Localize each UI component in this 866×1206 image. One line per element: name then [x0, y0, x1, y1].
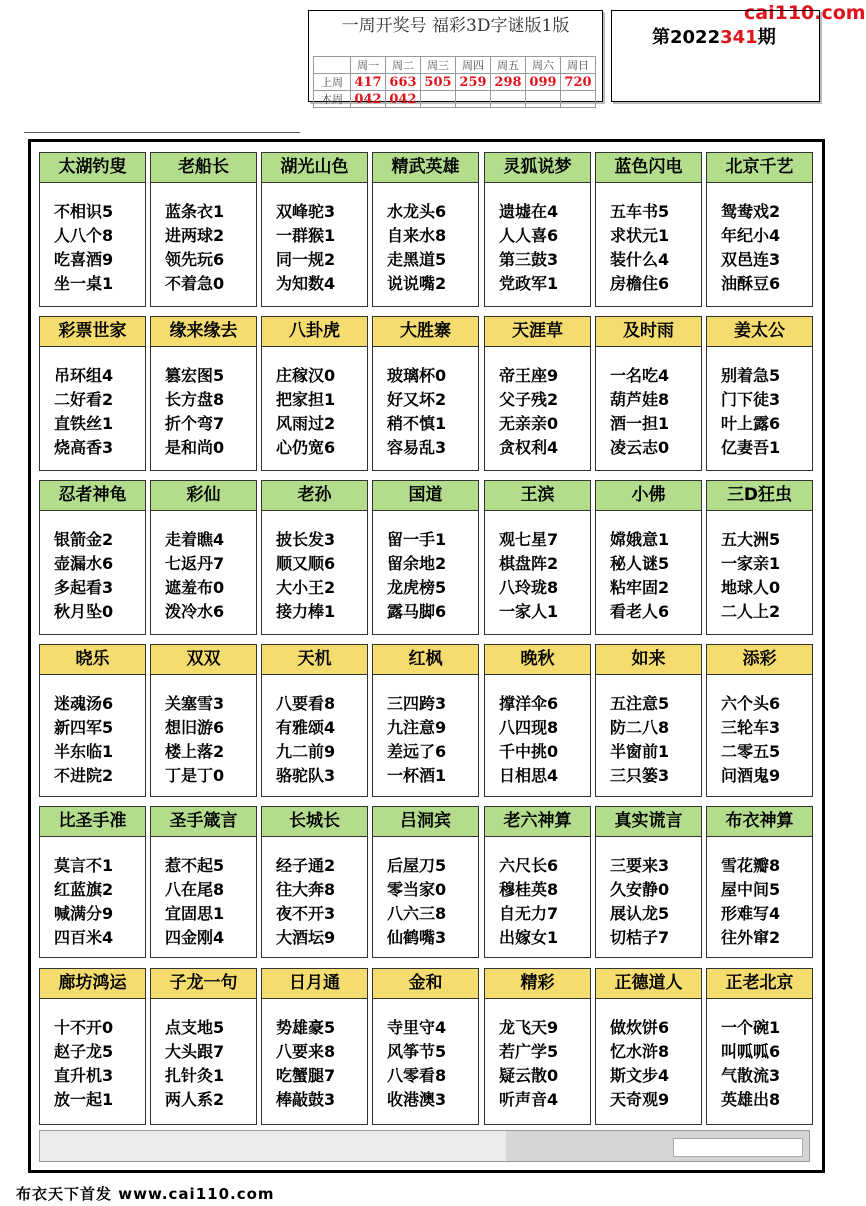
- riddle-line: 楼上落2: [165, 742, 225, 761]
- riddle-card-title: 正德道人: [596, 969, 701, 999]
- riddle-line: 壶漏水6: [54, 554, 114, 573]
- riddle-line: 父子残2: [499, 390, 559, 409]
- riddle-card-title: 国道: [373, 481, 478, 511]
- riddle-line: 庄稼汉0: [276, 366, 336, 385]
- riddle-line: 半窗前1: [610, 742, 670, 761]
- footer-bar: [39, 1130, 810, 1162]
- riddle-line: 门下徒3: [721, 390, 781, 409]
- riddle-line: 七返丹7: [165, 554, 225, 573]
- riddle-line: 出嫁女1: [499, 928, 559, 947]
- riddle-line: 一个碗1: [721, 1018, 781, 1037]
- riddle-card: [706, 806, 813, 958]
- riddle-line: 往大奔8: [276, 880, 336, 899]
- riddle-line: 接力棒1: [276, 602, 336, 621]
- riddle-line: 油酥豆6: [721, 274, 781, 293]
- riddle-line: 贪权利4: [499, 438, 559, 457]
- riddle-card-title: 添彩: [707, 645, 812, 675]
- riddle-line: 双峰驼3: [276, 202, 336, 221]
- riddle-card: [484, 480, 591, 635]
- riddle-line: 往外窜2: [721, 928, 781, 947]
- riddle-card-title: 如来: [596, 645, 701, 675]
- riddle-line: 三四跨3: [387, 694, 447, 713]
- riddle-line: 留余地2: [387, 554, 447, 573]
- riddle-card-title: 廊坊鸿运: [40, 969, 145, 999]
- riddle-line: 放一起1: [54, 1090, 114, 1109]
- riddle-line: 人八个8: [54, 226, 114, 245]
- riddle-line: 人人喜6: [499, 226, 559, 245]
- riddle-line: 新四军5: [54, 718, 114, 737]
- weekly-draw-box: [308, 10, 603, 107]
- riddle-line: 秋月坠0: [54, 602, 114, 621]
- riddle-card: [372, 480, 479, 635]
- riddle-line: 龙飞天9: [499, 1018, 559, 1037]
- riddle-line: 自无力7: [499, 904, 559, 923]
- riddle-card: [261, 644, 368, 797]
- riddle-line: 六尺长6: [499, 856, 559, 875]
- riddle-card: [150, 152, 257, 307]
- riddle-line: 四百米4: [54, 928, 114, 947]
- riddle-line: 收港澳3: [387, 1090, 447, 1109]
- draw-number: [526, 91, 561, 108]
- riddle-card-title: 长城长: [262, 807, 367, 837]
- riddle-card-title: 比圣手准: [40, 807, 145, 837]
- riddle-line: 二人上2: [721, 602, 781, 621]
- riddle-line: 若广学5: [499, 1042, 559, 1061]
- riddle-line: 三要来3: [610, 856, 670, 875]
- riddle-line: 经子通2: [276, 856, 336, 875]
- riddle-line: 银箭金2: [54, 530, 114, 549]
- riddle-card-title: 布衣神算: [707, 807, 812, 837]
- riddle-line: 蓝条衣1: [165, 202, 225, 221]
- draw-number: 298: [491, 74, 526, 91]
- riddle-line: 亿妻吾1: [721, 438, 781, 457]
- riddle-line: 泼冷水6: [165, 602, 225, 621]
- riddle-line: 风筝节5: [387, 1042, 447, 1061]
- riddle-line: 容易乱3: [387, 438, 447, 457]
- riddle-line: 英雄出8: [721, 1090, 781, 1109]
- riddle-line: 烧高香3: [54, 438, 114, 457]
- riddle-line: 直升机3: [54, 1066, 114, 1085]
- riddle-line: 后屋刀5: [387, 856, 447, 875]
- riddle-card-title: 老船长: [151, 153, 256, 183]
- riddle-card: [595, 644, 702, 797]
- weekly-draw-table: [313, 56, 596, 108]
- riddle-line: 稍不慎1: [387, 414, 447, 433]
- riddle-line: 斯文步4: [610, 1066, 670, 1085]
- riddle-card-title: 天涯草: [485, 317, 590, 347]
- riddle-line: 第三鼓3: [499, 250, 559, 269]
- riddle-line: 折个弯7: [165, 414, 225, 433]
- riddle-line: 同一规2: [276, 250, 336, 269]
- riddle-line: 八四现8: [499, 718, 559, 737]
- riddle-line: 八在尾8: [165, 880, 225, 899]
- riddle-card: [150, 316, 257, 471]
- riddle-line: 二零五5: [721, 742, 781, 761]
- riddle-line: 三只篓3: [610, 766, 670, 785]
- day-header: 周二: [386, 57, 421, 74]
- riddle-card: [150, 644, 257, 797]
- riddle-card: [150, 968, 257, 1125]
- riddle-line: 一名吃4: [610, 366, 670, 385]
- riddle-line: 棋盘阵2: [499, 554, 559, 573]
- riddle-card-title: 缘来缘去: [151, 317, 256, 347]
- riddle-card: [150, 480, 257, 635]
- riddle-card-title: 子龙一句: [151, 969, 256, 999]
- day-header: 周四: [456, 57, 491, 74]
- riddle-line: 葫芦娃8: [610, 390, 670, 409]
- riddle-card-title: 太湖钓叟: [40, 153, 145, 183]
- riddle-card-title: 金和: [373, 969, 478, 999]
- riddle-line: 扎针灸1: [165, 1066, 225, 1085]
- riddle-card: [39, 806, 146, 958]
- riddle-card-title: 老六神算: [485, 807, 590, 837]
- issue-number: 第2022341期: [652, 27, 776, 48]
- riddle-line: 五大洲5: [721, 530, 781, 549]
- riddle-card: [706, 968, 813, 1125]
- riddle-card-title: 北京千艺: [707, 153, 812, 183]
- draw-number: [561, 91, 596, 108]
- riddle-line: 地球人0: [721, 578, 781, 597]
- riddle-line: 进两球2: [165, 226, 225, 245]
- riddle-line: 叶上露6: [721, 414, 781, 433]
- riddle-line: 关塞雪3: [165, 694, 225, 713]
- riddle-line: 千中挑0: [499, 742, 559, 761]
- riddle-line: 是和尚0: [165, 438, 225, 457]
- riddle-line: 党政军1: [499, 274, 559, 293]
- riddle-line: 为知数4: [276, 274, 336, 293]
- riddle-card-title: 大胜寨: [373, 317, 478, 347]
- riddle-card: [484, 968, 591, 1125]
- riddle-line: 走着瞧4: [165, 530, 225, 549]
- riddle-card: [39, 968, 146, 1125]
- riddle-line: 天奇观9: [610, 1090, 670, 1109]
- riddle-line: 想旧游6: [165, 718, 225, 737]
- riddle-card: [39, 644, 146, 797]
- riddle-line: 赵子龙5: [54, 1042, 114, 1061]
- riddle-card: [261, 968, 368, 1125]
- riddle-card-title: 晓乐: [40, 645, 145, 675]
- riddle-card: [372, 316, 479, 471]
- riddle-line: 留一手1: [387, 530, 447, 549]
- riddle-line: 看老人6: [610, 602, 670, 621]
- footer-bar-left: [40, 1131, 506, 1161]
- riddle-card: [484, 152, 591, 307]
- riddle-line: 直铁丝1: [54, 414, 114, 433]
- riddle-card-title: 湖光山色: [262, 153, 367, 183]
- riddle-card: [39, 152, 146, 307]
- riddle-line: 夜不开3: [276, 904, 336, 923]
- riddle-line: 自来水8: [387, 226, 447, 245]
- riddle-line: 凌云志0: [610, 438, 670, 457]
- riddle-line: 八要来8: [276, 1042, 336, 1061]
- riddle-card: [484, 316, 591, 471]
- riddle-line: 五车书5: [610, 202, 670, 221]
- day-header: 周日: [561, 57, 596, 74]
- riddle-line: 仙鹤嘴3: [387, 928, 447, 947]
- riddle-line: 一家亲1: [721, 554, 781, 573]
- riddle-line: 无亲亲0: [499, 414, 559, 433]
- riddle-line: 八玲珑8: [499, 578, 559, 597]
- draw-number: 720: [561, 74, 596, 91]
- riddle-card: [706, 316, 813, 471]
- riddle-line: 寺里守4: [387, 1018, 447, 1037]
- riddle-line: 双邑连3: [721, 250, 781, 269]
- riddle-card-title: 吕洞宾: [373, 807, 478, 837]
- weekly-draw-title: 一周开奖号 福彩3D字谜版1版: [341, 16, 570, 36]
- divider: [24, 132, 300, 133]
- riddle-line: 露马脚6: [387, 602, 447, 621]
- draw-number: [491, 91, 526, 108]
- riddle-line: 不相识5: [54, 202, 114, 221]
- riddle-line: 三轮车3: [721, 718, 781, 737]
- riddle-line: 一群猴1: [276, 226, 336, 245]
- riddle-card-title: 晚秋: [485, 645, 590, 675]
- riddle-line: 屋中间5: [721, 880, 781, 899]
- riddle-line: 一杯酒1: [387, 766, 447, 785]
- draw-number: 417: [351, 74, 386, 91]
- riddle-line: 披长发3: [276, 530, 336, 549]
- riddle-card-title: 精武英雄: [373, 153, 478, 183]
- riddle-card-title: 双双: [151, 645, 256, 675]
- days-row: [314, 57, 596, 74]
- riddle-card: [372, 968, 479, 1125]
- riddle-line: 有雅颂4: [276, 718, 336, 737]
- draw-number: 042: [351, 91, 386, 108]
- riddle-line: 四金刚4: [165, 928, 225, 947]
- riddle-line: 形难写4: [721, 904, 781, 923]
- riddle-line: 六个头6: [721, 694, 781, 713]
- riddle-card-title: 红枫: [373, 645, 478, 675]
- riddle-line: 遗墟在4: [499, 202, 559, 221]
- riddle-card-title: 三D狂虫: [707, 481, 812, 511]
- riddle-line: 房檐住6: [610, 274, 670, 293]
- riddle-line: 忆水浒8: [610, 1042, 670, 1061]
- draw-number: [421, 91, 456, 108]
- riddle-line: 年纪小4: [721, 226, 781, 245]
- riddle-line: 九注意9: [387, 718, 447, 737]
- riddle-card: [484, 644, 591, 797]
- riddle-line: 秘人谜5: [610, 554, 670, 573]
- riddle-line: 做炊饼6: [610, 1018, 670, 1037]
- riddle-line: 顺又顺6: [276, 554, 336, 573]
- riddle-card: [261, 152, 368, 307]
- riddle-card: [706, 152, 813, 307]
- riddle-card: [372, 806, 479, 958]
- riddle-line: 领先玩6: [165, 250, 225, 269]
- riddle-card: [595, 316, 702, 471]
- riddle-line: 遮羞布0: [165, 578, 225, 597]
- riddle-line: 疑云散0: [499, 1066, 559, 1085]
- last-week-row: [314, 74, 596, 91]
- riddle-line: 坐一桌1: [54, 274, 114, 293]
- riddle-line: 撑洋伞6: [499, 694, 559, 713]
- riddle-line: 迷魂汤6: [54, 694, 114, 713]
- draw-number: [456, 91, 491, 108]
- riddle-card: [261, 806, 368, 958]
- riddle-line: 说说嘴2: [387, 274, 447, 293]
- riddle-line: 雪花瓣8: [721, 856, 781, 875]
- riddle-line: 一家人1: [499, 602, 559, 621]
- riddle-line: 骆驼队3: [276, 766, 336, 785]
- riddle-card-title: 老孙: [262, 481, 367, 511]
- riddle-line: 不进院2: [54, 766, 114, 785]
- riddle-line: 嫦娥意1: [610, 530, 670, 549]
- riddle-card-title: 忍者神龟: [40, 481, 145, 511]
- riddle-line: 两人系2: [165, 1090, 225, 1109]
- riddle-card: [39, 480, 146, 635]
- riddle-card-title: 真实谎言: [596, 807, 701, 837]
- riddle-line: 把家担1: [276, 390, 336, 409]
- riddle-line: 五注意5: [610, 694, 670, 713]
- riddle-line: 八六三8: [387, 904, 447, 923]
- day-header: 周三: [421, 57, 456, 74]
- riddle-line: 气散流3: [721, 1066, 781, 1085]
- riddle-card: [595, 968, 702, 1125]
- riddle-line: 帝王座9: [499, 366, 559, 385]
- riddle-line: 观七星7: [499, 530, 559, 549]
- riddle-card: [261, 480, 368, 635]
- footer-bar-slot: [673, 1138, 803, 1157]
- draw-number: 042: [386, 91, 421, 108]
- day-header: 周六: [526, 57, 561, 74]
- riddle-line: 好又坏2: [387, 390, 447, 409]
- riddle-card-title: 天机: [262, 645, 367, 675]
- riddle-card-title: 蓝色闪电: [596, 153, 701, 183]
- riddle-line: 水龙头6: [387, 202, 447, 221]
- riddle-line: 防二八8: [610, 718, 670, 737]
- riddle-card: [706, 480, 813, 635]
- last-week-label: 上周: [314, 74, 351, 91]
- day-header: 周一: [351, 57, 386, 74]
- riddle-line: 风雨过2: [276, 414, 336, 433]
- riddle-line: 听声音4: [499, 1090, 559, 1109]
- riddle-card-title: 精彩: [485, 969, 590, 999]
- riddle-line: 酒一担1: [610, 414, 670, 433]
- riddle-card: [595, 806, 702, 958]
- riddle-card: [261, 316, 368, 471]
- riddle-card-title: 八卦虎: [262, 317, 367, 347]
- riddle-line: 差远了6: [387, 742, 447, 761]
- riddle-line: 不着急0: [165, 274, 225, 293]
- riddle-card-title: 姜太公: [707, 317, 812, 347]
- riddle-line: 穆桂英8: [499, 880, 559, 899]
- riddle-card: [706, 644, 813, 797]
- riddle-line: 久安静0: [610, 880, 670, 899]
- riddle-card-title: 及时雨: [596, 317, 701, 347]
- day-header: 周五: [491, 57, 526, 74]
- riddle-line: 八要看8: [276, 694, 336, 713]
- riddle-line: 九二前9: [276, 742, 336, 761]
- riddle-line: 吊环组4: [54, 366, 114, 385]
- riddle-line: 点支地5: [165, 1018, 225, 1037]
- riddle-line: 多起看3: [54, 578, 114, 597]
- draw-number: 663: [386, 74, 421, 91]
- riddle-card-title: 灵狐说梦: [485, 153, 590, 183]
- riddle-line: 十不开0: [54, 1018, 114, 1037]
- riddle-line: 零当家0: [387, 880, 447, 899]
- this-week-label: 本周: [314, 91, 351, 108]
- riddle-line: 吃喜酒9: [54, 250, 114, 269]
- draw-number: 259: [456, 74, 491, 91]
- riddle-line: 丁是丁0: [165, 766, 225, 785]
- riddle-card: [372, 644, 479, 797]
- riddle-card: [484, 806, 591, 958]
- riddle-card-title: 正老北京: [707, 969, 812, 999]
- riddle-line: 别着急5: [721, 366, 781, 385]
- riddle-card: [595, 152, 702, 307]
- footer-text: 布衣天下首发 www.cai110.com: [16, 1185, 275, 1203]
- riddle-line: 二好看2: [54, 390, 114, 409]
- riddle-line: 宜固思1: [165, 904, 225, 923]
- riddle-card-title: 王滨: [485, 481, 590, 511]
- riddle-line: 走黑道5: [387, 250, 447, 269]
- riddle-line: 吃蟹腿7: [276, 1066, 336, 1085]
- riddle-line: 鸳鸯戏2: [721, 202, 781, 221]
- riddle-line: 龙虎榜5: [387, 578, 447, 597]
- riddle-card: [595, 480, 702, 635]
- issue-box: [611, 10, 820, 102]
- riddle-line: 大酒坛9: [276, 928, 336, 947]
- riddle-line: 篡宏图5: [165, 366, 225, 385]
- riddle-line: 日相思4: [499, 766, 559, 785]
- riddle-card-title: 圣手箴言: [151, 807, 256, 837]
- riddle-card: [372, 152, 479, 307]
- riddle-line: 棒敲鼓3: [276, 1090, 336, 1109]
- riddle-line: 求状元1: [610, 226, 670, 245]
- riddle-line: 切桔子7: [610, 928, 670, 947]
- riddle-line: 大小王2: [276, 578, 336, 597]
- riddle-card-title: 日月通: [262, 969, 367, 999]
- riddle-line: 展认龙5: [610, 904, 670, 923]
- riddle-line: 玻璃杯0: [387, 366, 447, 385]
- riddle-card: [150, 806, 257, 958]
- riddle-card-title: 小佛: [596, 481, 701, 511]
- riddle-card-title: 彩仙: [151, 481, 256, 511]
- draw-number: 505: [421, 74, 456, 91]
- riddle-line: 莫言不1: [54, 856, 114, 875]
- riddle-grid: [28, 139, 825, 1173]
- riddle-line: 大头跟7: [165, 1042, 225, 1061]
- riddle-line: 问酒鬼9: [721, 766, 781, 785]
- riddle-line: 惹不起5: [165, 856, 225, 875]
- draw-number: 099: [526, 74, 561, 91]
- riddle-line: 半东临1: [54, 742, 114, 761]
- site-watermark: cai110.com: [744, 2, 866, 24]
- riddle-line: 喊满分9: [54, 904, 114, 923]
- riddle-line: 势雄豪5: [276, 1018, 336, 1037]
- riddle-line: 红蓝旗2: [54, 880, 114, 899]
- riddle-line: 装什么4: [610, 250, 670, 269]
- riddle-line: 八零看8: [387, 1066, 447, 1085]
- riddle-line: 心仍宽6: [276, 438, 336, 457]
- riddle-line: 粘牢固2: [610, 578, 670, 597]
- riddle-line: 叫呱呱6: [721, 1042, 781, 1061]
- riddle-line: 长方盘8: [165, 390, 225, 409]
- this-week-row: [314, 91, 596, 108]
- riddle-card: [39, 316, 146, 471]
- riddle-card-title: 彩票世家: [40, 317, 145, 347]
